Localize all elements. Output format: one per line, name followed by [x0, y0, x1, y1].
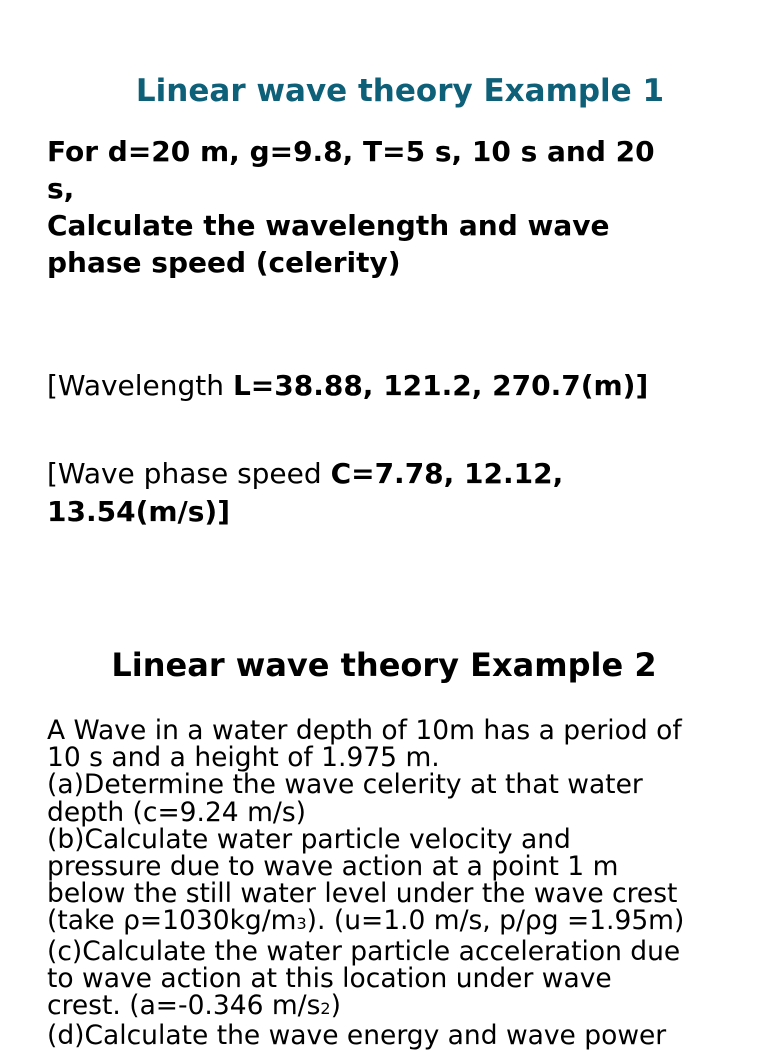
- velocity-pressure-text: ). (u=1.0 m/s, p/ρg =1.95m): [306, 905, 685, 937]
- superscript-3: 3: [296, 914, 307, 934]
- problem-line: phase speed (celerity): [47, 246, 401, 279]
- speed-answer: [47, 455, 737, 531]
- body-line: to wave action at this location under wave: [47, 962, 612, 994]
- problem-line: s,: [47, 172, 75, 205]
- body-line: 10 s and a height of 1.975 m.: [47, 742, 440, 774]
- wavelength-label: [Wavelength: [47, 369, 233, 402]
- example1-problem: [47, 133, 737, 281]
- body-line: (c)Calculate the water particle acceleration due: [47, 935, 681, 967]
- speed-label: [Wave phase speed: [47, 457, 331, 490]
- body-line: (a)Determine the wave celerity at that water: [47, 769, 643, 801]
- body-line: below the still water level under the wave crest: [47, 878, 678, 910]
- example2-title: Linear wave theory Example 2: [111, 646, 657, 684]
- wavelength-value: L=38.88, 121.2, 270.7(m)]: [232, 369, 649, 402]
- body-line: A Wave in a water depth of 10m has a period of: [47, 715, 682, 746]
- body-line-density: [47, 907, 747, 937]
- body-line: (b)Calculate water particle velocity and: [47, 823, 571, 855]
- example2-body: [47, 717, 747, 1049]
- example1-title: Linear wave theory Example 1: [135, 73, 665, 109]
- problem-line: For d=20 m, g=9.8, T=5 s, 10 s and 20: [47, 135, 655, 168]
- body-line-acceleration: [47, 992, 747, 1022]
- superscript-2: 2: [320, 999, 331, 1019]
- body-line: depth (c=9.24 m/s): [47, 796, 306, 828]
- problem-line: Calculate the wavelength and wave: [47, 209, 610, 242]
- speed-value-line2: 13.54(m/s)]: [47, 495, 231, 528]
- body-line: (d)Calculate the wave energy and wave power: [47, 1020, 667, 1051]
- acceleration-text: crest. (a=-0.346 m/s: [47, 990, 321, 1022]
- body-line: pressure due to wave action at a point 1 m: [47, 851, 619, 883]
- closing-paren: ): [330, 990, 341, 1022]
- wavelength-answer: [47, 367, 737, 405]
- speed-value-line1: C=7.78, 12.12,: [330, 457, 564, 490]
- density-text: (take ρ=1030kg/m: [47, 905, 297, 937]
